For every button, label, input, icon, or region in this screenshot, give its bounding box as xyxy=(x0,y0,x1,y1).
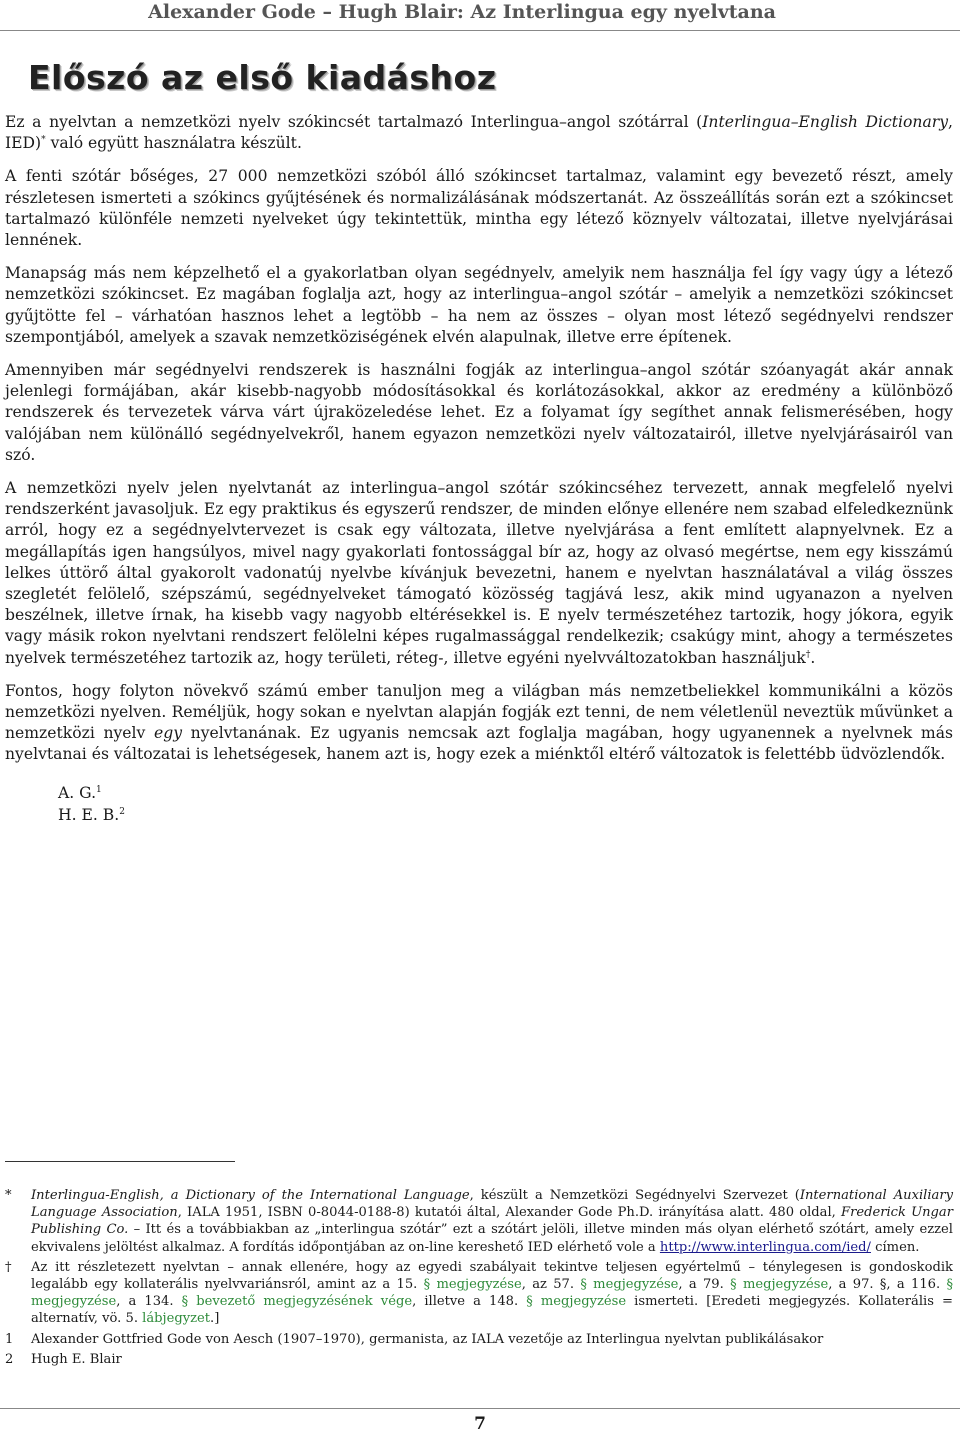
footnote-ref-2[interactable]: 2 xyxy=(119,806,125,817)
footnote-mark: 1 xyxy=(5,1331,14,1347)
footnote-separator xyxy=(5,1161,235,1162)
footnote-mark: 2 xyxy=(5,1351,14,1367)
footnote-link[interactable]: lábjegyzet xyxy=(142,1311,211,1327)
page-title: Előszó az első kiadáshoz xyxy=(28,58,497,97)
footnote-ref-1[interactable]: 1 xyxy=(96,784,102,795)
paragraph-2: A fenti szótár bőséges, 27 000 nemzetközi szóból álló szókincset tartalmaz, valamint egy bevezető részt, amely részletesen ismerteti a szókincs gyűjtésének és normalizálásának módszertanát. Az összeállítás során ezt a szókincset tartalmazó különféle nemzeti nyelveket úgy tekintettük, mintha egy létező köznyelv változatai, illetve nyelvjárásai lennének. xyxy=(5,167,953,250)
section-link[interactable]: § megjegyzése xyxy=(31,1277,953,1310)
footnote-ref-dagger[interactable]: † xyxy=(805,649,811,660)
footnotes xyxy=(5,1187,953,1371)
footnote-ref-star[interactable]: * xyxy=(41,135,46,146)
footnote-text: Alexander Gottfried Gode von Aesch (1907–1970), germanista, az IALA vezetője az Interlingua nyelvtan publikálásakor xyxy=(31,1331,824,1347)
section-link[interactable]: § megjegyzése xyxy=(580,1277,679,1293)
paragraph-1: Ez a nyelvtan a nemzetközi nyelv szókincsét tartalmazó Interlingua–angol szótárral (Interlingua–English Dictionary, IED)* való együtt használatra készült. xyxy=(5,113,953,153)
ied-link[interactable]: http://www.interlingua.com/ied/ xyxy=(659,1239,871,1255)
signature-line: A. G.$^1$ xyxy=(58,783,102,802)
paragraph-3: Manapság más nem képzelhető el a gyakorlatban olyan segédnyelv, amelyik nem használja fel így vagy úgy a létező nemzetközi szókincset. Ez magában foglalja azt, hogy az interlingua–angol szótár – amelyik a nemzetközi szókincset gyűjtötte fel – várhatóan hasznos lehet a legtöbb – ha nem az összes – olyan most létező segédnyelvi rendszer szempontjából, amelyek a szavak nemzetköziségének elvén alapulnak, illetve erre építenek. xyxy=(5,264,953,346)
section-link[interactable]: § megjegyzése xyxy=(526,1294,627,1310)
footnote-2 xyxy=(5,1351,953,1368)
body-text xyxy=(5,112,953,826)
paragraph-6: Fontos, hogy folyton növekvő számú ember tanuljon meg a világban más nemzetbeliekkel kommunikálni a közös nemzetközi nyelven. Reméljük, hogy sokan e nyelvtan alapján fogják ezt tenni, de nem véletlenül neveztük művünket a nemzetközi nyelv egy nyelvtanának. Ez ugyanis nemcsak azt foglalja magában, hogy ugyanennek a nyelvnek más nyelvtanai és változatai is lehetségesek, hanem azt is, hogy ezek a miénktől eltérő változatok is felettébb üdvözlendők. xyxy=(5,681,953,764)
footnote-1 xyxy=(5,1331,953,1348)
section-link[interactable]: § megjegyzése xyxy=(730,1277,829,1293)
signature xyxy=(58,782,953,826)
footnote-dagger xyxy=(5,1259,953,1328)
paragraph-5: A nemzetközi nyelv jelen nyelvtanát az interlingua–angol szótár szókincséhez tervezett, annak megfelelő nyelvi rendszerként javasoljuk. Ez egy praktikus és egyszerű rendszer, de minden előnye ellenére nem szabad elfeledkeznünk arról, hogy ez a segédnyelvtervezet is csak egy változata, illetve nyelvjárása a fent említett alapnyelvnek. Ez a megállapítás igen hangsúlyos, mivel nagy gyakorlati fontossággal bír az, hogy az olvasó megértse, nem egy kisszámú lelkes úttörő által gyakorolt vadonatúj nyelvbe kívánjuk bevezetni, hanem e nyelvtan használatával a világ összes szegletét felölelő, szépszámú, segédnyelveket támogató közösség tagjává lesz, akik mind ugyanazon a nyelven beszélnek, illetve írnak, ha kisebb vagy nagyobb eltérésekkel is. E nyelv természetéhez tartozik, hogy jókora, egyik vagy másik rokon nyelvtani rendszert felölelni képes rugalmassággal rendelkezik; csakúgy mint, ahogy a természetes nyelvek természetéhez tartozik az, hogy területi, réteg-, illetve egyéni nyelvváltozatokban használjuk†. xyxy=(5,479,953,667)
footnote-text: Interlingua-English, a Dictionary of the International Language, készült a Nemzetközi Segédnyelvi Szervezet (International Auxiliary Language Association, IALA 1951, ISBN 0-8044-0188-8) kutatói által, Alexander Gode Ph.D. irányítása alatt. 480 oldal, Frederick Ungar Publishing Co. – Itt és a továbbiakban az „interlingua szótár” ezt a szótárt jelöli, illetve minden más olyan elérhető szótárt, amely ezzel ekvivalens jelöltést alkalmaz. A fordítás időpontjában az on-line kereshető IED elérhető vole a http://www.interlingua.com/ied/ címen. xyxy=(31,1188,954,1255)
header-rule xyxy=(0,30,960,31)
running-header: Alexander Gode – Hugh Blair: Az Interlingua egy nyelvtana xyxy=(148,1,776,23)
section-link[interactable]: § megjegyzése xyxy=(423,1277,522,1293)
footnote-star xyxy=(5,1187,953,1256)
section-link[interactable]: § bevezető megjegyzésének vége xyxy=(181,1294,413,1310)
signature-line: H. E. B.$^2$ xyxy=(58,805,125,824)
footnote-text: Az itt részletezett nyelvtan – annak ellenére, hogy az egyedi szabályait tekintve teljesen egyértelmű – ténylegesen is gondoskodik legalább egy kollaterális nyelvvariánsról, amint az a 15. § megjegyzése, az 57. § megjegyzése, a 79. § megjegyzése, a 97. §, a 116. § megjegyzése, a 134. § bevezető megjegyzésének vége, illetve a 148. § megjegyzése ismerteti. [Eredeti megjegyzés. Kollaterális = alternatív, vö. 5. lábjegyzet.] xyxy=(31,1259,953,1327)
footnote-mark: * xyxy=(5,1188,12,1203)
footnote-mark: † xyxy=(5,1259,12,1275)
page-number: 7 xyxy=(474,1414,486,1434)
paragraph-4: Amennyiben már segédnyelvi rendszerek is használni fogják az interlingua–angol szótár szóanyagát akár annak jelenlegi formájában, akár kisebb-nagyobb módosításokkal és korlátozásokkal, akkor az eredmény a különböző rendszerek és tervezetek várva várt újraközeledése lehet. Ez a folyamat így segíthet annak felismerésében, hogy valójában nem különálló segédnyelvekről, hanem egyazon nemzetközi nyelv változatairól, illetve nyelvjárásairól van szó. xyxy=(5,361,953,464)
footnote-text: Hugh E. Blair xyxy=(31,1351,122,1367)
footer-rule xyxy=(0,1408,960,1409)
